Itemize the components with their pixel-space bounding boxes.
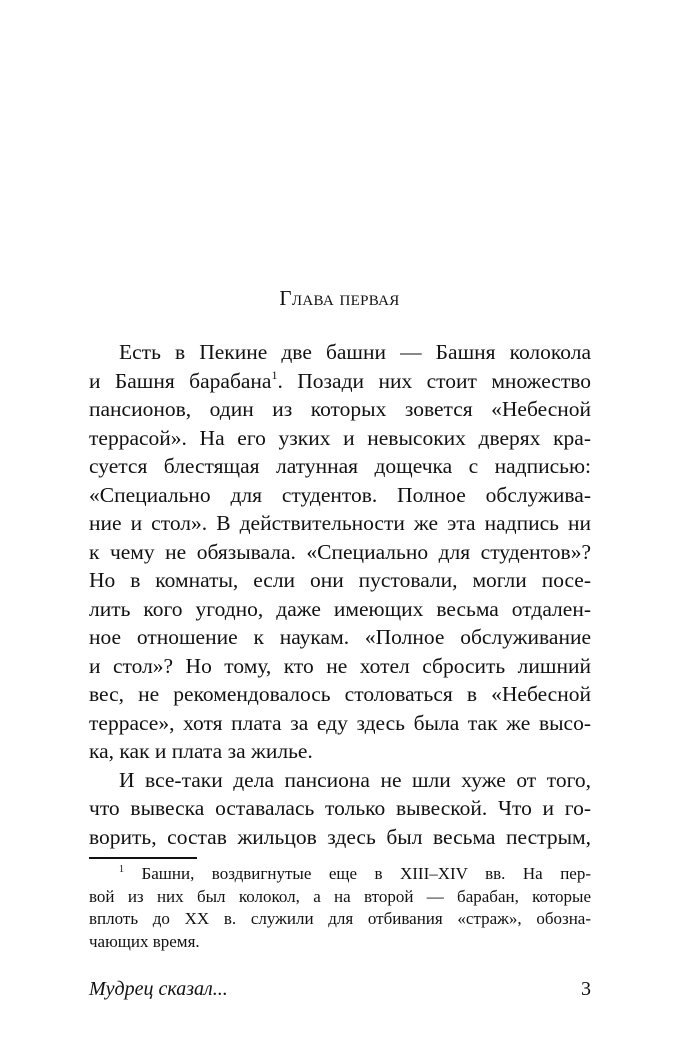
footnote-line: чающих время.: [89, 931, 200, 951]
page-number: 3: [581, 978, 591, 1000]
body-line: лить кого угодно, даже имеющих весьма отдален-: [89, 596, 591, 621]
footnote-line: [89, 863, 591, 886]
footnote: [89, 863, 591, 953]
body-line: террасе», хотя плата за еду здесь была так же высо-: [89, 710, 591, 735]
body-line: ние и стол». В действительности же эта надпись ни: [89, 511, 591, 535]
chapter-title-rest: лава первая: [291, 286, 400, 310]
body-line: что вывеска оставалась только вывеской. Что и го-: [89, 796, 591, 820]
body-line: И все-таки дела пансиона не шли хуже от того,: [119, 767, 591, 792]
body-line-segment: и Башня барабана: [89, 368, 272, 393]
body-line: [89, 367, 591, 396]
body-line: и стол»? Но тому, кто не хотел сбросить лишний: [89, 653, 591, 678]
body-line-segment: . Позади них стоит множество: [277, 368, 591, 393]
body-line: ворить, состав жильцов здесь был весьма пестрым,: [89, 824, 591, 849]
chapter-title: [0, 286, 679, 311]
body-line: вес, не рекомендовалось столоваться в «Небесной: [89, 682, 591, 706]
body-line: «Специально для студентов. Полное обслужива-: [89, 482, 591, 507]
running-title: Мудрец сказал...: [89, 978, 228, 1000]
footnote-line-text: Башни, воздвигнутые еще в XIII–XIV вв. На пер-: [141, 864, 592, 883]
body-line: ное отношение к наукам. «Полное обслуживание: [89, 625, 591, 649]
body-text: [89, 338, 591, 851]
body-line: Есть в Пекине две башни — Башня колокола: [119, 340, 591, 364]
body-line: Но в комнаты, если они пустовали, могли посе-: [89, 568, 591, 592]
footnote-marker: 1: [119, 864, 124, 875]
body-line: пансионов, один из которых зовется «Небесной: [89, 397, 591, 421]
body-line: к чему не обязывала. «Специально для студентов»?: [89, 539, 591, 564]
footnote-reference: 1: [271, 367, 278, 382]
body-line: ка, как и плата за жилье.: [89, 739, 313, 763]
footnote-divider: [89, 857, 197, 859]
footnote-line: вплоть до XX в. служили для отбивания «страж», обозна-: [89, 909, 591, 928]
footnote-line: вой из них был колокол, а на второй — барабан, которые: [89, 886, 591, 906]
body-line: террасой». На его узких и невысоких дверях кра-: [89, 425, 591, 450]
body-line: суется блестящая латунная дощечка с надписью:: [89, 454, 591, 478]
chapter-title-initial: Г: [279, 286, 292, 310]
